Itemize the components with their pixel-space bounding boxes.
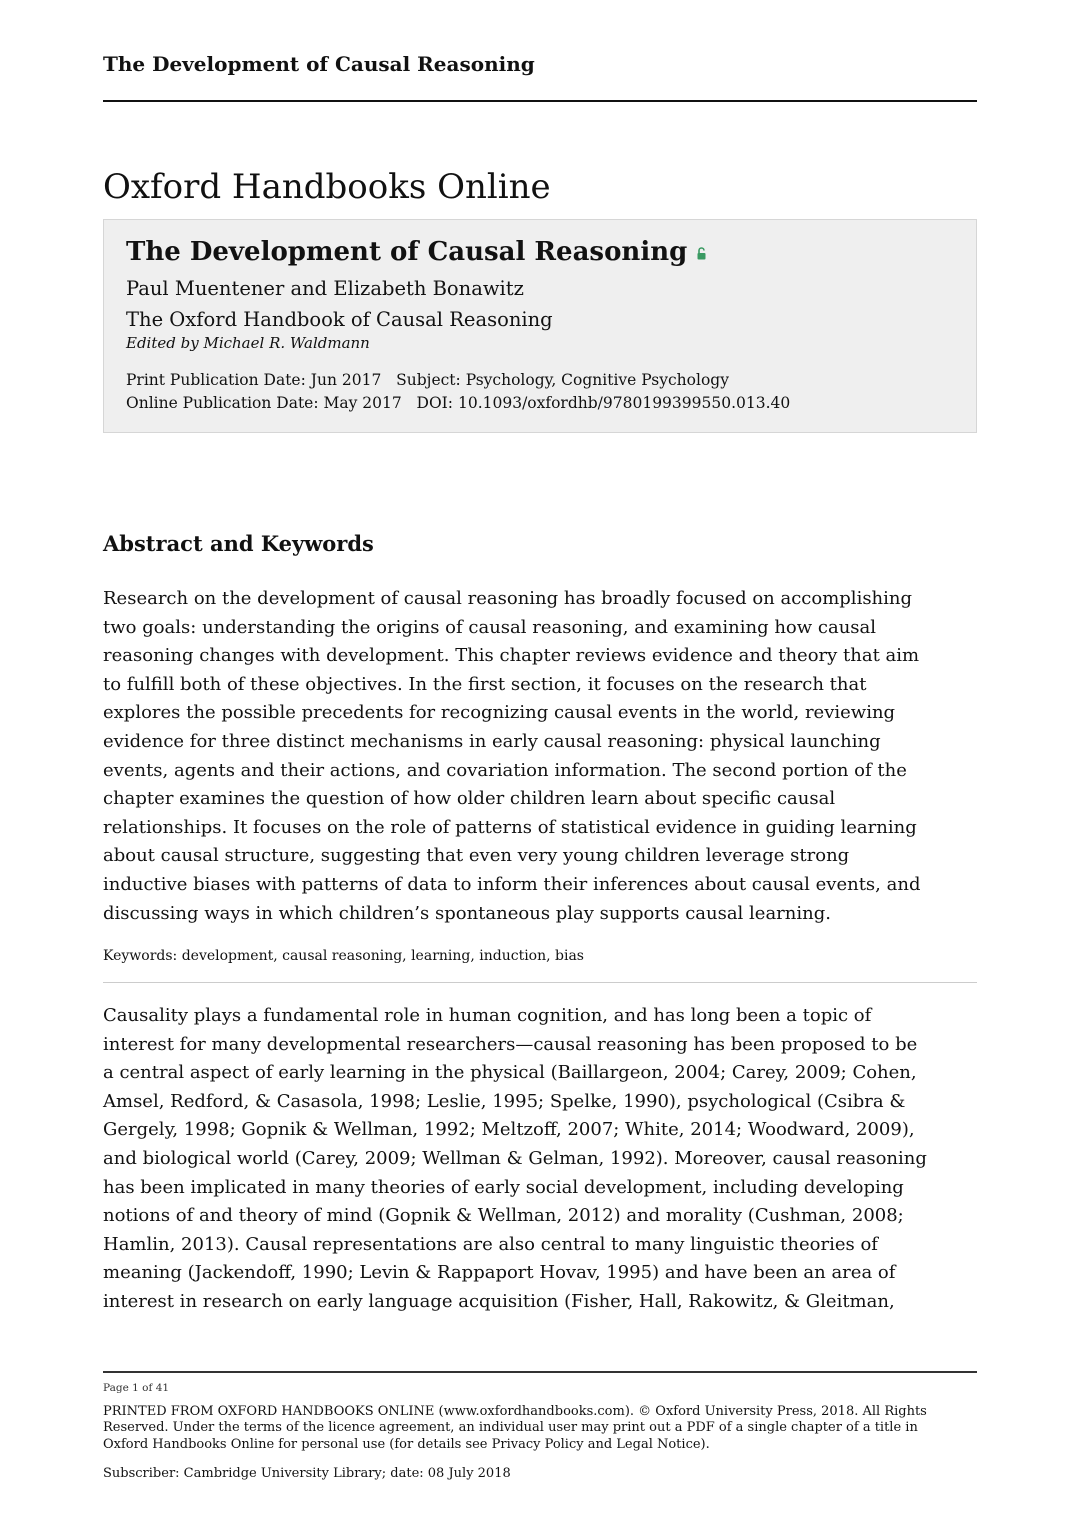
text-line: about causal structure, suggesting that even very young children leverage strong	[103, 845, 850, 867]
abstract-paragraph	[103, 585, 983, 928]
text-line: Hamlin, 2013). Causal representations are also central to many linguistic theories of	[103, 1233, 878, 1255]
doi: 10.1093/oxfordhb/9780199399550.013.40	[457, 394, 791, 412]
text-line: and biological world (Carey, 2009; Wellman & Gelman, 1992). Moreover, causal reasoning	[103, 1147, 927, 1169]
doi-label: DOI:	[416, 394, 454, 412]
text-line: Oxford Handbooks Online for personal use (for details see Privacy Policy and Legal Notice).	[103, 1436, 710, 1452]
intro-paragraph	[103, 1002, 983, 1317]
text-line: Causality plays a fundamental role in human cognition, and has long been a topic of	[103, 1005, 872, 1026]
text-line: PRINTED FROM OXFORD HANDBOOKS ONLINE (www.oxfordhandbooks.com). © Oxford University Press, 2018. All Rights	[103, 1404, 927, 1419]
keywords-divider	[103, 982, 977, 983]
text-line: Reserved. Under the terms of the licence agreement, an individual user may print out a PDF of a single chapter of a title in	[103, 1420, 918, 1436]
subject: Psychology, Cognitive Psychology	[465, 371, 729, 389]
chapter-title-text: The Development of Causal Reasoning	[126, 237, 688, 267]
subscriber-info: Subscriber: Cambridge University Library; date: 08 July 2018	[103, 1466, 511, 1481]
text-line: reasoning changes with development. This chapter reviews evidence and theory that aim	[103, 645, 920, 667]
abstract-heading: Abstract and Keywords	[103, 531, 374, 556]
running-head: The Development of Causal Reasoning	[103, 52, 535, 76]
text-line: two goals: understanding the origins of causal reasoning, and examining how causal	[103, 616, 877, 638]
text-line: notions of and theory of mind (Gopnik & Wellman, 2012) and morality (Cushman, 2008;	[103, 1205, 904, 1227]
online-date-label: Online Publication Date:	[126, 394, 319, 412]
publication-info-line-2	[126, 394, 790, 412]
footer-divider	[103, 1371, 977, 1373]
text-line: chapter examines the question of how older children learn about specific causal	[103, 788, 836, 810]
header-divider	[103, 100, 977, 102]
text-line: interest for many developmental researchers—causal reasoning has been proposed to be	[103, 1033, 918, 1055]
site-title: Oxford Handbooks Online	[103, 167, 551, 207]
text-line: Amsel, Redford, & Casasola, 1998; Leslie, 1995; Spelke, 1990), psychological (Csibra &	[103, 1090, 906, 1112]
text-line: meaning (Jackendoff, 1990; Levin & Rappaport Hovav, 1995) and have been an area of	[103, 1262, 896, 1284]
text-line: evidence for three distinct mechanisms in early causal reasoning: physical launching	[103, 730, 881, 752]
copyright-notice	[103, 1404, 983, 1453]
page-number: Page 1 of 41	[103, 1382, 170, 1394]
subject-label: Subject:	[396, 371, 461, 389]
chapter-title	[126, 237, 706, 267]
text-line: relationships. It focuses on the role of patterns of statistical evidence in guiding learning	[103, 816, 917, 838]
chapter-metadata-box	[103, 219, 977, 433]
text-line: has been implicated in many theories of early social development, including developing	[103, 1176, 904, 1198]
text-line: a central aspect of early learning in the physical (Baillargeon, 2004; Carey, 2009; Cohen,	[103, 1062, 917, 1084]
editor: Edited by Michael R. Waldmann	[126, 334, 370, 352]
text-line: explores the possible precedents for recognizing causal events in the world, reviewing	[103, 702, 896, 724]
book-title: The Oxford Handbook of Causal Reasoning	[126, 308, 553, 331]
text-line: interest in research on early language acquisition (Fisher, Hall, Rakowitz, & Gleitman,	[103, 1290, 895, 1312]
print-date: Jun 2017	[310, 371, 382, 389]
print-date-label: Print Publication Date:	[126, 371, 306, 389]
publication-info-line-1	[126, 371, 729, 389]
text-line: inductive biases with patterns of data to inform their inferences about causal events, and	[103, 873, 921, 895]
text-line: events, agents and their actions, and covariation information. The second portion of the	[103, 759, 907, 781]
open-access-lock-icon	[697, 247, 706, 260]
text-line: discussing ways in which children’s spontaneous play supports causal learning.	[103, 902, 831, 924]
text-line: Gergely, 1998; Gopnik & Wellman, 1992; Meltzoff, 2007; White, 2014; Woodward, 2009),	[103, 1119, 915, 1141]
online-date: May 2017	[323, 394, 402, 412]
text-line: Research on the development of causal reasoning has broadly focused on accomplishing	[103, 588, 913, 609]
text-line: to fulfill both of these objectives. In the first section, it focuses on the research that	[103, 673, 867, 695]
keywords: Keywords: development, causal reasoning, learning, induction, bias	[103, 948, 584, 964]
authors: Paul Muentener and Elizabeth Bonawitz	[126, 277, 524, 300]
